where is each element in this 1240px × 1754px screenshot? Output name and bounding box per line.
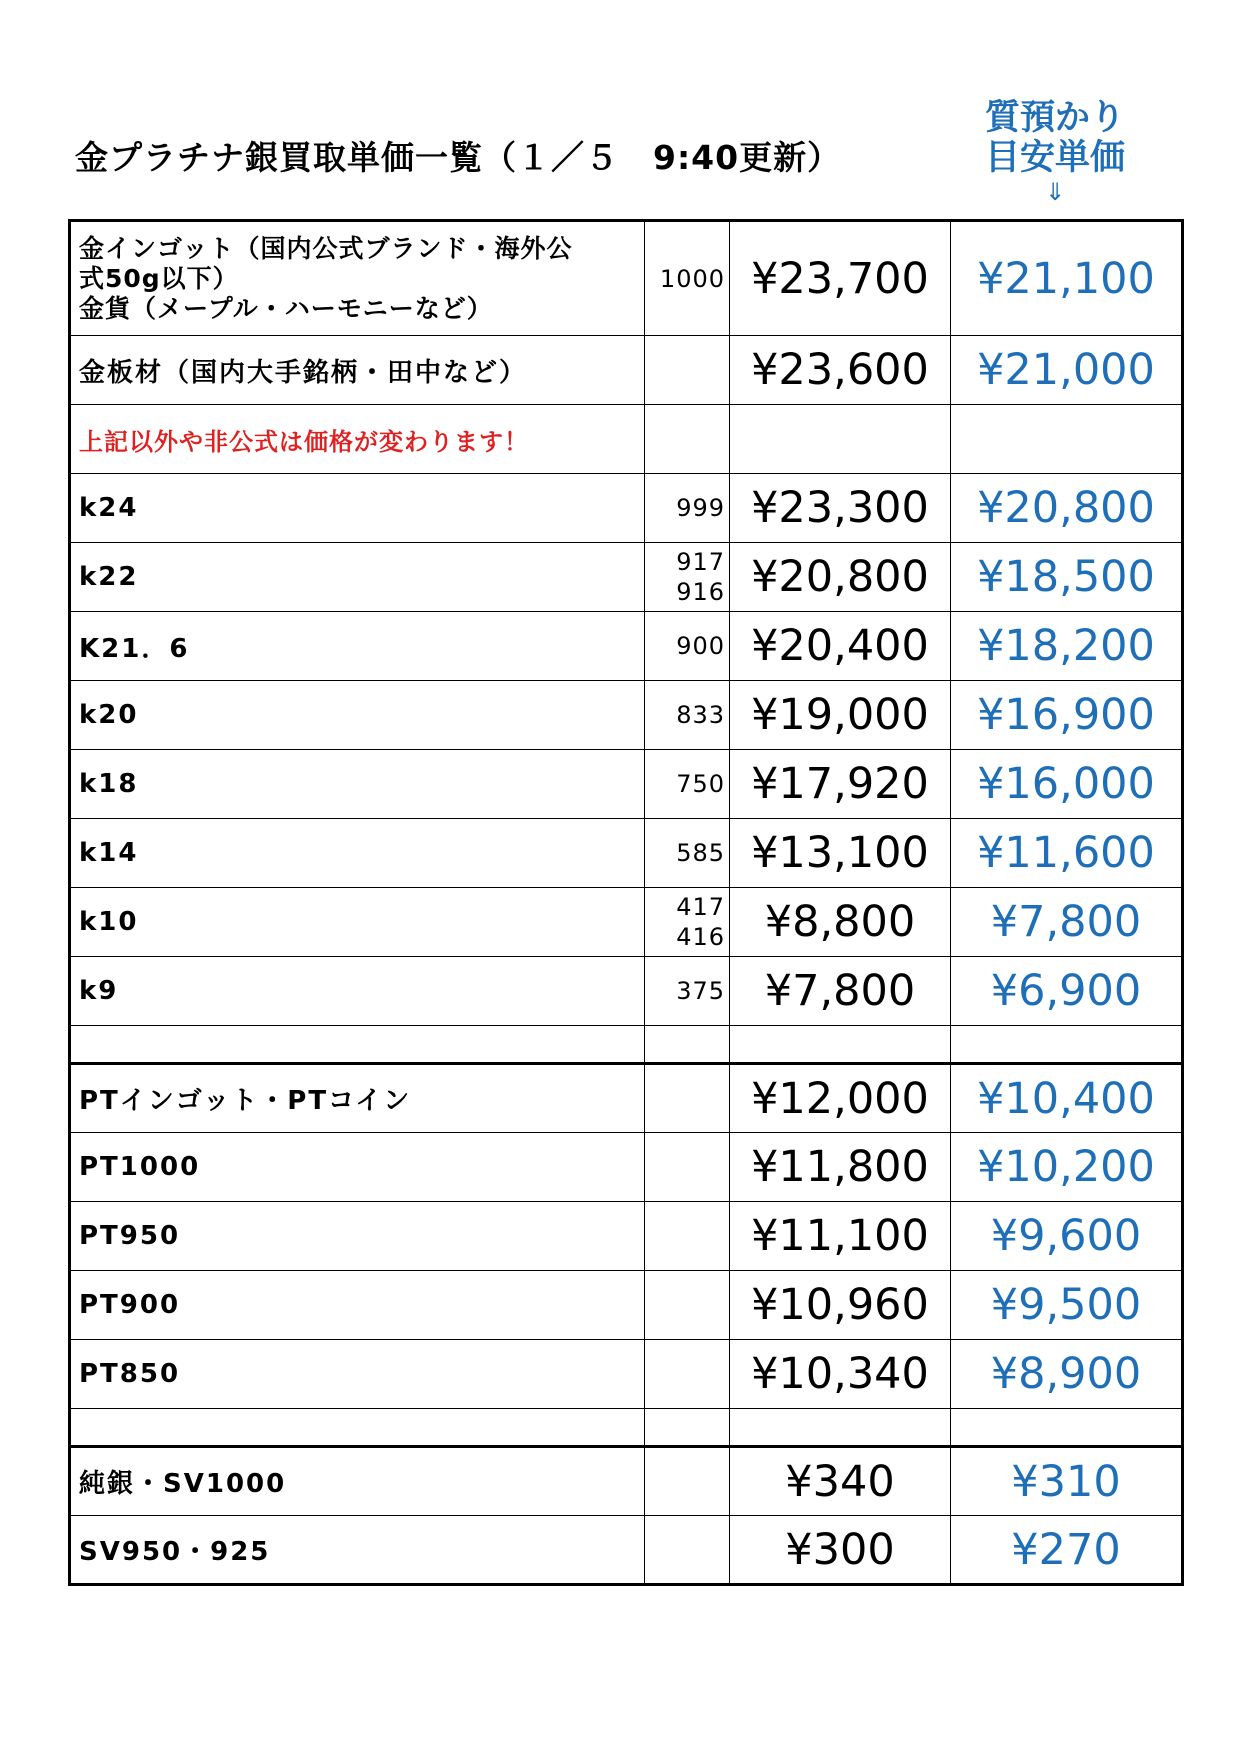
spacer-row bbox=[70, 1409, 1183, 1447]
price-table-body bbox=[70, 221, 1183, 1585]
table-row bbox=[70, 543, 1183, 612]
purchase-price: ¥8,800 bbox=[730, 888, 951, 957]
item-name-cell bbox=[70, 957, 645, 1026]
item-name: PTインゴット・PTコイン bbox=[79, 1086, 412, 1116]
item-name: k14 bbox=[79, 838, 139, 868]
table-row bbox=[70, 1516, 1183, 1585]
purchase-price: ¥23,600 bbox=[730, 336, 951, 405]
purity-cell bbox=[645, 1516, 730, 1585]
purchase-price: ¥7,800 bbox=[730, 957, 951, 1026]
spacer-cell bbox=[730, 1026, 951, 1064]
spacer-cell bbox=[951, 1026, 1183, 1064]
purchase-price: ¥340 bbox=[730, 1447, 951, 1516]
pawn-price: ¥10,400 bbox=[951, 1064, 1183, 1133]
spacer-cell bbox=[951, 1409, 1183, 1447]
notice-cell bbox=[70, 405, 645, 474]
purchase-price: ¥20,800 bbox=[730, 543, 951, 612]
pawn-price: ¥7,800 bbox=[951, 888, 1183, 957]
table-row bbox=[70, 1447, 1183, 1516]
pawn-price: ¥16,000 bbox=[951, 750, 1183, 819]
pawn-price: ¥9,600 bbox=[951, 1202, 1183, 1271]
down-arrow-icon: ⇓ bbox=[1044, 178, 1066, 206]
table-row bbox=[70, 1340, 1183, 1409]
purchase-price: ¥19,000 bbox=[730, 681, 951, 750]
purchase-price: ¥17,920 bbox=[730, 750, 951, 819]
pawn-header-line2: 目安単価 bbox=[984, 138, 1125, 178]
item-name-cell bbox=[70, 543, 645, 612]
table-row bbox=[70, 336, 1183, 405]
pawn-price: ¥18,200 bbox=[951, 612, 1183, 681]
price-table bbox=[68, 219, 1184, 1586]
item-name: 金貨（メープル・ハーモニーなど） bbox=[79, 293, 493, 323]
purity-cell bbox=[645, 888, 730, 957]
table-row bbox=[70, 681, 1183, 750]
purity-value: 375 bbox=[676, 977, 725, 1005]
purchase-price: ¥23,700 bbox=[730, 221, 951, 336]
item-name: PT950 bbox=[79, 1221, 181, 1251]
purity-cell bbox=[645, 1202, 730, 1271]
purity-value: 900 bbox=[676, 632, 725, 660]
item-name: 式50g以下） bbox=[79, 263, 239, 293]
item-name-cell bbox=[70, 1202, 645, 1271]
item-name: PT900 bbox=[79, 1290, 181, 1320]
purity-cell bbox=[645, 543, 730, 612]
pawn-price: ¥10,200 bbox=[951, 1133, 1183, 1202]
item-name: PT1000 bbox=[79, 1152, 201, 1182]
item-name-cell bbox=[70, 819, 645, 888]
pawn-price: ¥21,000 bbox=[951, 336, 1183, 405]
purity-cell bbox=[645, 750, 730, 819]
purity-cell bbox=[645, 221, 730, 336]
purchase-price: ¥11,800 bbox=[730, 1133, 951, 1202]
table-row bbox=[70, 1202, 1183, 1271]
item-name-cell bbox=[70, 1271, 645, 1340]
page-title: 金プラチナ銀買取単価一覧（１／５ 9:40更新） bbox=[75, 138, 842, 177]
purchase-price: ¥300 bbox=[730, 1516, 951, 1585]
purity-cell bbox=[645, 681, 730, 750]
pawn-price: ¥6,900 bbox=[951, 957, 1183, 1026]
table-row bbox=[70, 474, 1183, 543]
purity-value: 916 bbox=[676, 578, 725, 606]
pawn-price: ¥16,900 bbox=[951, 681, 1183, 750]
purchase-price bbox=[730, 405, 951, 474]
purity-value: 416 bbox=[676, 923, 725, 951]
pawn-price: ¥21,100 bbox=[951, 221, 1183, 336]
item-name-cell bbox=[70, 612, 645, 681]
item-name: SV950・925 bbox=[79, 1537, 271, 1567]
purchase-price: ¥12,000 bbox=[730, 1064, 951, 1133]
purchase-price: ¥23,300 bbox=[730, 474, 951, 543]
table-row bbox=[70, 957, 1183, 1026]
item-name: k20 bbox=[79, 700, 139, 730]
pawn-price bbox=[951, 405, 1183, 474]
purity-cell bbox=[645, 1340, 730, 1409]
item-name: k18 bbox=[79, 769, 139, 799]
table-row bbox=[70, 405, 1183, 474]
spacer-cell bbox=[645, 1409, 730, 1447]
item-name: 純銀・SV1000 bbox=[79, 1469, 287, 1499]
purity-cell bbox=[645, 1447, 730, 1516]
item-name: k10 bbox=[79, 907, 139, 937]
pawn-price: ¥11,600 bbox=[951, 819, 1183, 888]
item-name-cell bbox=[70, 1340, 645, 1409]
price-notice: 上記以外や非公式は価格が変わります！ bbox=[79, 427, 529, 456]
pawn-price: ¥270 bbox=[951, 1516, 1183, 1585]
table-row bbox=[70, 888, 1183, 957]
item-name: 金インゴット（国内公式ブランド・海外公 bbox=[79, 233, 573, 263]
pawn-price: ¥8,900 bbox=[951, 1340, 1183, 1409]
purity-cell bbox=[645, 474, 730, 543]
purity-value: 917 bbox=[676, 548, 725, 576]
purity-value: 750 bbox=[676, 770, 725, 798]
table-row bbox=[70, 1064, 1183, 1133]
item-name-cell bbox=[70, 474, 645, 543]
table-row bbox=[70, 819, 1183, 888]
purity-value: 999 bbox=[676, 494, 725, 522]
purchase-price: ¥10,960 bbox=[730, 1271, 951, 1340]
purity-cell bbox=[645, 1064, 730, 1133]
purity-value: 1000 bbox=[659, 264, 725, 293]
pawn-price-header bbox=[940, 98, 1170, 206]
purity-cell bbox=[645, 405, 730, 474]
pawn-price: ¥20,800 bbox=[951, 474, 1183, 543]
spacer-cell bbox=[70, 1026, 645, 1064]
purity-value: 833 bbox=[676, 701, 725, 729]
spacer-cell bbox=[70, 1409, 645, 1447]
purity-cell bbox=[645, 1271, 730, 1340]
item-name: 金板材（国内大手銘柄・田中など） bbox=[79, 357, 528, 388]
purity-value: 585 bbox=[676, 839, 725, 867]
purity-cell bbox=[645, 1133, 730, 1202]
purity-value: 417 bbox=[676, 893, 725, 921]
item-name-cell bbox=[70, 1447, 645, 1516]
purity-cell bbox=[645, 957, 730, 1026]
item-name: k24 bbox=[79, 493, 139, 523]
item-name: PT850 bbox=[79, 1359, 181, 1389]
pawn-price: ¥9,500 bbox=[951, 1271, 1183, 1340]
purity-cell bbox=[645, 612, 730, 681]
item-name-cell bbox=[70, 681, 645, 750]
item-name: k9 bbox=[79, 976, 119, 1006]
purchase-price: ¥13,100 bbox=[730, 819, 951, 888]
item-name-cell bbox=[70, 1064, 645, 1133]
item-name-cell bbox=[70, 1516, 645, 1585]
item-name-cell bbox=[70, 1133, 645, 1202]
table-row bbox=[70, 1133, 1183, 1202]
pawn-price: ¥310 bbox=[951, 1447, 1183, 1516]
pawn-header-line1: 質預かり bbox=[984, 98, 1125, 138]
item-name-cell bbox=[70, 221, 645, 336]
spacer-row bbox=[70, 1026, 1183, 1064]
spacer-cell bbox=[645, 1026, 730, 1064]
item-name-cell bbox=[70, 336, 645, 405]
table-row bbox=[70, 750, 1183, 819]
spacer-cell bbox=[730, 1409, 951, 1447]
table-row bbox=[70, 221, 1183, 336]
item-name-cell bbox=[70, 888, 645, 957]
item-name: k22 bbox=[79, 562, 139, 592]
purchase-price: ¥11,100 bbox=[730, 1202, 951, 1271]
item-name-cell bbox=[70, 750, 645, 819]
purchase-price: ¥10,340 bbox=[730, 1340, 951, 1409]
pawn-price: ¥18,500 bbox=[951, 543, 1183, 612]
purity-cell bbox=[645, 336, 730, 405]
purchase-price: ¥20,400 bbox=[730, 612, 951, 681]
item-name: K21．6 bbox=[79, 633, 190, 664]
table-row bbox=[70, 1271, 1183, 1340]
table-row bbox=[70, 612, 1183, 681]
purity-cell bbox=[645, 819, 730, 888]
